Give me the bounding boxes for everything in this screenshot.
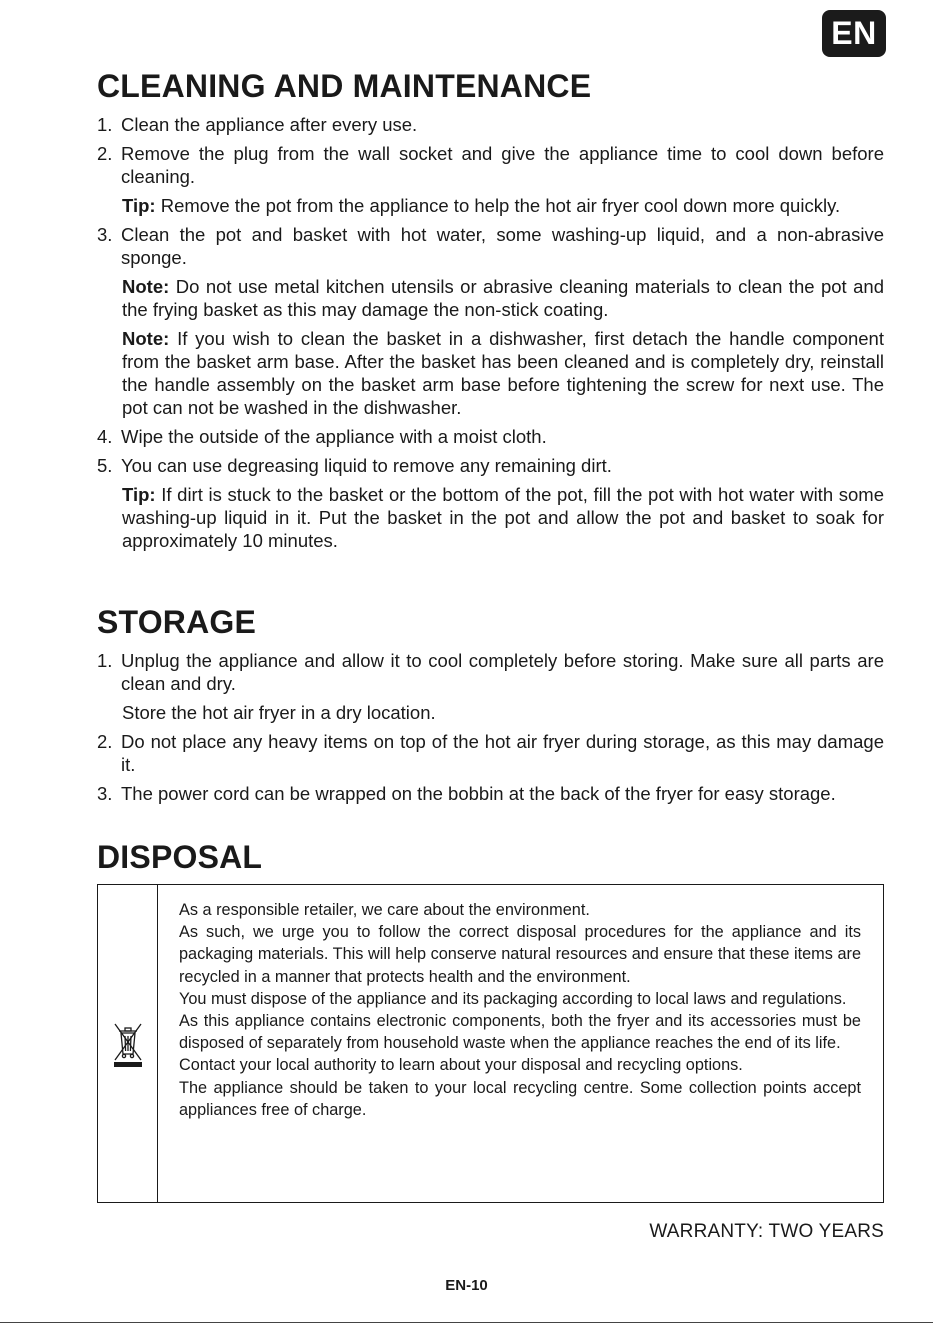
cleaning-list <box>97 113 884 558</box>
storage-heading: STORAGE <box>97 604 257 640</box>
disposal-text <box>158 885 883 1202</box>
tip-note <box>97 194 884 217</box>
weee-crossed-bin-icon <box>113 1020 143 1068</box>
tip-note <box>97 483 884 552</box>
item-number: 1. <box>97 650 113 671</box>
note-label: Note: <box>122 328 170 349</box>
caution-note <box>97 275 884 321</box>
item-text: Clean the appliance after every use. <box>121 114 418 135</box>
list-item <box>97 223 884 269</box>
item-number: 1. <box>97 114 113 135</box>
disposal-paragraph: Contact your local authority to learn about your disposal and recycling options. <box>179 1056 743 1075</box>
tip-text: Remove the pot from the appliance to help the hot air fryer cool down more quickly. <box>155 195 841 216</box>
list-item <box>97 454 884 477</box>
item-text: Unplug the appliance and allow it to cool completely before storing. Make sure all parts are clean and dry. <box>121 650 884 694</box>
disposal-paragraph: The appliance should be taken to your local recycling centre. Some collection points accept appliances free of charge. <box>179 1078 861 1119</box>
disposal-info-box <box>97 884 884 1203</box>
tip-label: Tip: <box>122 195 156 216</box>
item-text: Do not place any heavy items on top of the hot air fryer during storage, as this may damage it. <box>121 731 884 775</box>
item-number: 3. <box>97 224 113 245</box>
item-text: You can use degreasing liquid to remove any remaining dirt. <box>121 455 612 476</box>
disposal-paragraph: As such, we urge you to follow the correct disposal procedures for the appliance and its packaging materials. This will help conserve natural resources and ensure that these items are recycled in a manner that protects health and the environment. <box>179 923 861 986</box>
disposal-paragraph: You must dispose of the appliance and its packaging according to local laws and regulations. <box>179 989 847 1008</box>
list-item <box>97 649 884 695</box>
disposal-paragraph: As a responsible retailer, we care about the environment. <box>179 901 590 919</box>
item-text: The power cord can be wrapped on the bobbin at the back of the fryer for easy storage. <box>121 783 836 804</box>
page-bottom-divider <box>0 1322 933 1323</box>
item-text: Wipe the outside of the appliance with a moist cloth. <box>121 426 547 447</box>
item-number: 5. <box>97 455 113 476</box>
note-text: If you wish to clean the basket in a dishwasher, first detach the handle component from the basket arm base. After the basket has been cleaned and is completely dry, reinstall the handle assembly on the basket arm base before tightening the screw for next use. The pot can not be washed in the dishwasher. <box>122 328 884 418</box>
list-item <box>97 113 884 136</box>
page-number: EN-10 <box>445 1277 488 1294</box>
tip-text: If dirt is stuck to the basket or the bottom of the pot, fill the pot with hot water with some washing-up liquid in it. Put the basket in the pot and allow the pot and basket to soak for approximately 10 minutes. <box>122 484 884 551</box>
storage-note: Store the hot air fryer in a dry location. <box>122 702 436 723</box>
tip-label: Tip: <box>122 484 156 505</box>
item-number: 2. <box>97 731 113 752</box>
item-text: Clean the pot and basket with hot water, some washing-up liquid, and a non-abrasive sponge. <box>121 224 884 268</box>
item-number: 2. <box>97 143 113 164</box>
disposal-heading: DISPOSAL <box>97 839 263 875</box>
note-text: Do not use metal kitchen utensils or abrasive cleaning materials to clean the pot and the frying basket as this may damage the non-stick coating. <box>122 276 884 320</box>
item-text: Remove the plug from the wall socket and give the appliance time to cool down before cleaning. <box>121 143 884 187</box>
list-item <box>97 730 884 776</box>
caution-note <box>97 327 884 419</box>
language-badge: EN <box>822 10 886 57</box>
item-number: 3. <box>97 783 113 804</box>
list-item <box>97 782 884 805</box>
disposal-paragraph: As this appliance contains electronic components, both the fryer and its accessories must be disposed of separately from household waste when the appliance reaches the end of its life. <box>179 1012 861 1053</box>
list-item <box>97 142 884 188</box>
icon-cell <box>98 885 158 1202</box>
list-item <box>97 425 884 448</box>
note-label: Note: <box>122 276 170 297</box>
storage-list <box>97 649 884 811</box>
cleaning-heading: CLEANING AND MAINTENANCE <box>97 68 592 104</box>
warranty-text: WARRANTY: TWO YEARS <box>649 1221 884 1242</box>
item-number: 4. <box>97 426 113 447</box>
